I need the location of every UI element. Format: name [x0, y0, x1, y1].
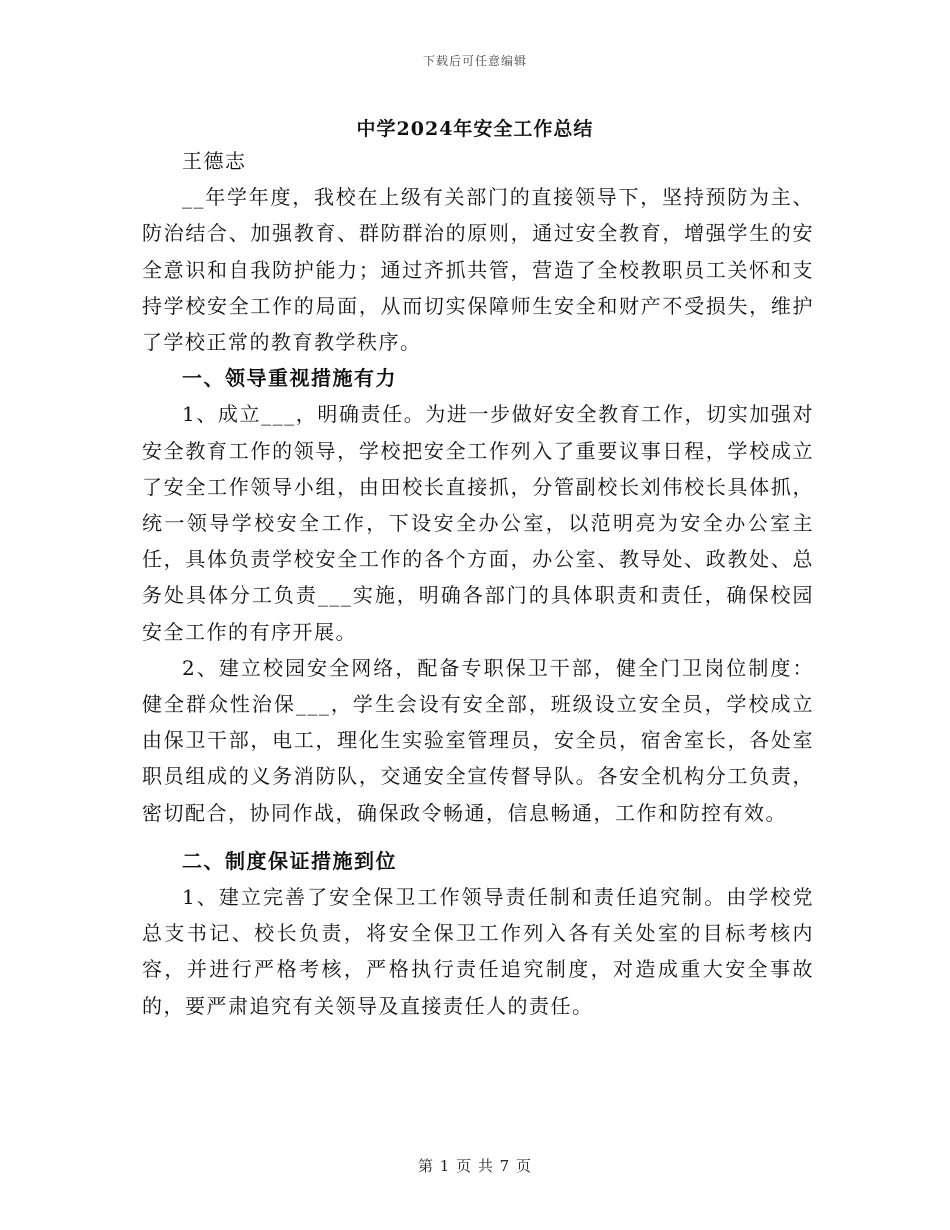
author-line: 王德志 [182, 149, 247, 173]
intro-paragraph: __年学年度，我校在上级有关部门的直接领导下，坚持预防为主、防治结合、加强教育、群防群治的原则，通过安全教育，增强学生的安全意识和自我防护能力；通过齐抓共管，营造了全校教职员工关怀和支持学校安全工作的局面，从而切实保障师生安全和财产不受损失，维护了学校正常的教育教学秩序。 [142, 185, 814, 355]
document-title: 中学2024年安全工作总结 [356, 118, 594, 140]
section-heading-1: 一、领导重视措施有力 [182, 366, 397, 391]
page-header-note: 下载后可任意编辑 [422, 54, 527, 68]
section-heading-2: 二、制度保证措施到位 [182, 848, 397, 873]
document-body [142, 143, 814, 1024]
section2-item-1: 1、建立完善了安全保卫工作领导责任制和责任追究制。由学校党总支书记、校长负责，将安全保卫工作列入各有关处室的目标考核内容，并进行严格考核，严格执行责任追究制度，对造成重大安全事故的，要严肃追究有关领导及直接责任人的责任。 [142, 885, 814, 1018]
section1-item-2: 2、建立校园安全网络，配备专职保卫干部，健全门卫岗位制度：健全群众性治保___，学生会设有安全部，班级设立安全员，学校成立由保卫干部，电工，理化生实验室管理员，安全员，宿舍室长，各处室职员组成的义务消防队，交通安全宣传督导队。各安全机构分工负责，密切配合，协同作战，确保政令畅通，信息畅通，工作和防控有效。 [142, 655, 814, 825]
page-number: 第 1 页 共 7 页 [418, 1157, 532, 1175]
section1-item-1: 1、成立___，明确责任。为进一步做好安全教育工作，切实加强对安全教育工作的领导，学校把安全工作列入了重要议事日程，学校成立了安全工作领导小组，由田校长直接抓，分管副校长刘伟校长具体抓，统一领导学校安全工作，下设安全办公室，以范明亮为安全办公室主任，具体负责学校安全工作的各个方面，办公室、教导处、政教处、总务处具体分工负责___实施，明确各部门的具体职责和责任，确保校园安全工作的有序开展。 [142, 402, 814, 644]
